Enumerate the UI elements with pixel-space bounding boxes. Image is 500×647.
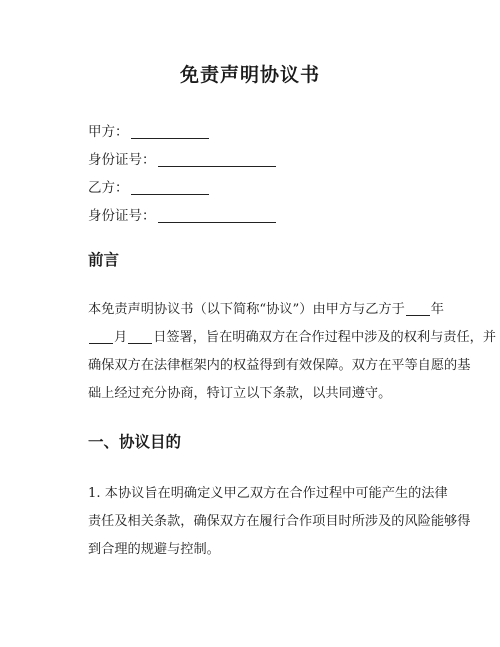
party-b-blank (131, 179, 209, 195)
month-blank (89, 328, 113, 344)
year-label: 年 (430, 302, 444, 317)
preface-line-1 (88, 296, 444, 324)
party-info-block (88, 118, 276, 230)
preface-line-1-text: 本免责声明协议书（以下简称“协议”）由甲方与乙方于 (88, 302, 405, 317)
preface-line-3: 确保双方在法律框架内的权益得到有效保障。双方在平等自愿的基 (88, 358, 471, 373)
preface-paragraph (88, 296, 497, 408)
section-1-line-3: 到合理的规避与控制。 (88, 542, 220, 557)
party-a-id-blank (158, 151, 276, 167)
section-1-line-2: 责任及相关条款，确保双方在履行合作项目时所涉及的风险能够得 (88, 514, 471, 529)
party-a-id-line (88, 146, 276, 174)
month-label: 月 (114, 330, 128, 345)
preface-line-2 (88, 324, 497, 352)
section-1-heading: 一、协议目的 (88, 433, 182, 451)
section-1-paragraph (88, 480, 471, 564)
preface-heading: 前言 (88, 251, 120, 269)
document-title: 免责声明协议书 (179, 64, 320, 86)
year-blank (406, 300, 430, 316)
party-a-label: 甲方： (88, 124, 129, 140)
party-a-id-label: 身份证号： (88, 152, 156, 168)
day-blank (128, 328, 152, 344)
party-b-line (88, 174, 276, 202)
party-a-line (88, 118, 276, 146)
preface-line-4: 础上经过充分协商，特订立以下条款，以共同遵守。 (88, 386, 392, 401)
party-a-blank (131, 123, 209, 139)
section-1-line-1: 1. 本协议旨在明确定义甲乙双方在合作过程中可能产生的法律 (88, 486, 448, 501)
party-b-label: 乙方： (88, 180, 129, 196)
party-b-id-blank (158, 207, 276, 223)
party-b-id-label: 身份证号： (88, 208, 156, 224)
preface-line-2-text: 日签署，旨在明确双方在合作过程中涉及的权利与责任，并 (153, 330, 497, 345)
party-b-id-line (88, 202, 276, 230)
